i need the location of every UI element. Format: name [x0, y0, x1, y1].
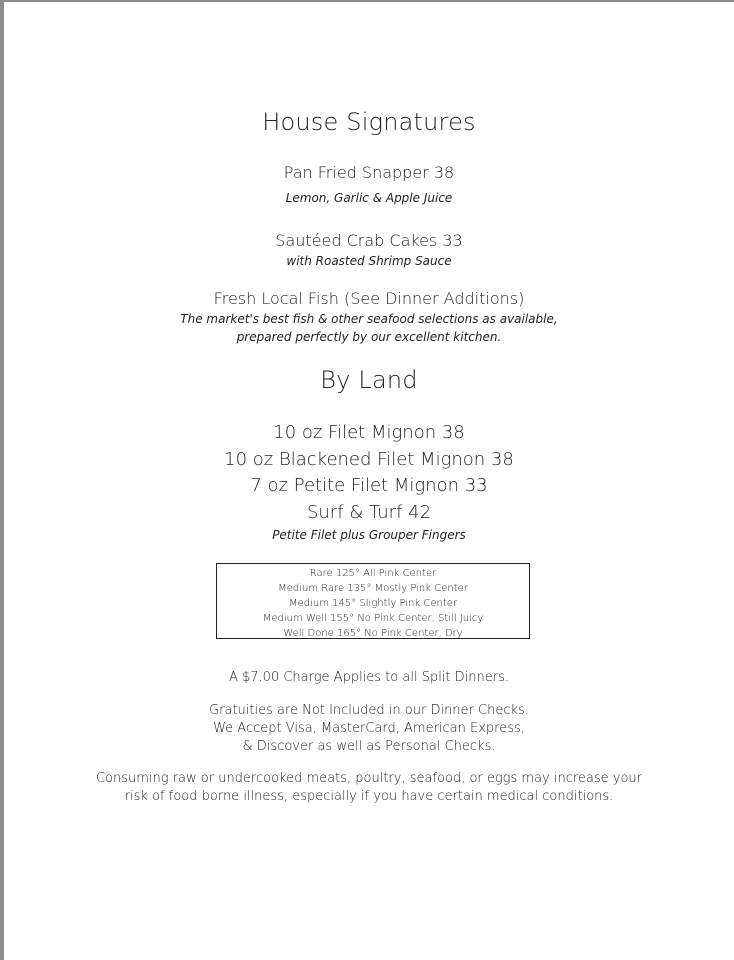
menu-item-surf-turf-description: Petite Filet plus Grouper Fingers [272, 528, 466, 542]
menu-item-snapper: Pan Fried Snapper 38 [283, 163, 455, 182]
temperature-row: Medium Rare 135° Mostly Pink Center [278, 583, 468, 594]
payment-note-line-3: & Discover as well as Personal Checks. [242, 739, 496, 754]
temperature-row: Rare 125° All Pink Center [309, 568, 437, 579]
payment-note-line-2: We Accept Visa, MasterCard, American Express, [213, 721, 525, 736]
temperature-row: Medium 145° Slightly Pink Center [288, 598, 458, 609]
menu-item-crab-cakes: Sautéed Crab Cakes 33 [275, 231, 463, 250]
temperature-row: Medium Well 155° No Pink Center, Still Juicy [262, 613, 484, 624]
temperature-row: Well Done 165° No Pink Center, Dry [283, 628, 463, 639]
menu-page [4, 0, 734, 960]
menu-item-crab-cakes-description: with Roasted Shrimp Sauce [286, 254, 452, 268]
health-warning-line-2: risk of food borne illness, especially if you have certain medical conditions. [124, 789, 614, 804]
by-land-heading: By Land [320, 366, 418, 394]
menu-item-local-fish: Fresh Local Fish (See Dinner Additions) [213, 289, 525, 308]
menu-item-local-fish-description-1: The market's best fish & other seafood selections as available, [180, 312, 558, 326]
menu-item-blackened-filet: 10 oz Blackened Filet Mignon 38 [224, 449, 514, 470]
split-charge-note: A $7.00 Charge Applies to all Split Dinners. [228, 670, 510, 685]
temperature-guide-box [216, 563, 530, 639]
menu-item-snapper-description: Lemon, Garlic & Apple Juice [285, 191, 453, 205]
menu-item-surf-turf: Surf & Turf 42 [306, 502, 432, 523]
menu-item-local-fish-description-2: prepared perfectly by our excellent kitchen. [236, 330, 502, 344]
menu-item-filet-mignon: 10 oz Filet Mignon 38 [273, 422, 465, 443]
health-warning-line-1: Consuming raw or undercooked meats, poultry, seafood, or eggs may increase your [95, 771, 643, 786]
menu-item-petite-filet: 7 oz Petite Filet Mignon 33 [250, 475, 488, 496]
house-signatures-heading: House Signatures [262, 108, 476, 136]
payment-note-line-1: Gratuities are Not Included in our Dinner Checks. [209, 703, 529, 718]
